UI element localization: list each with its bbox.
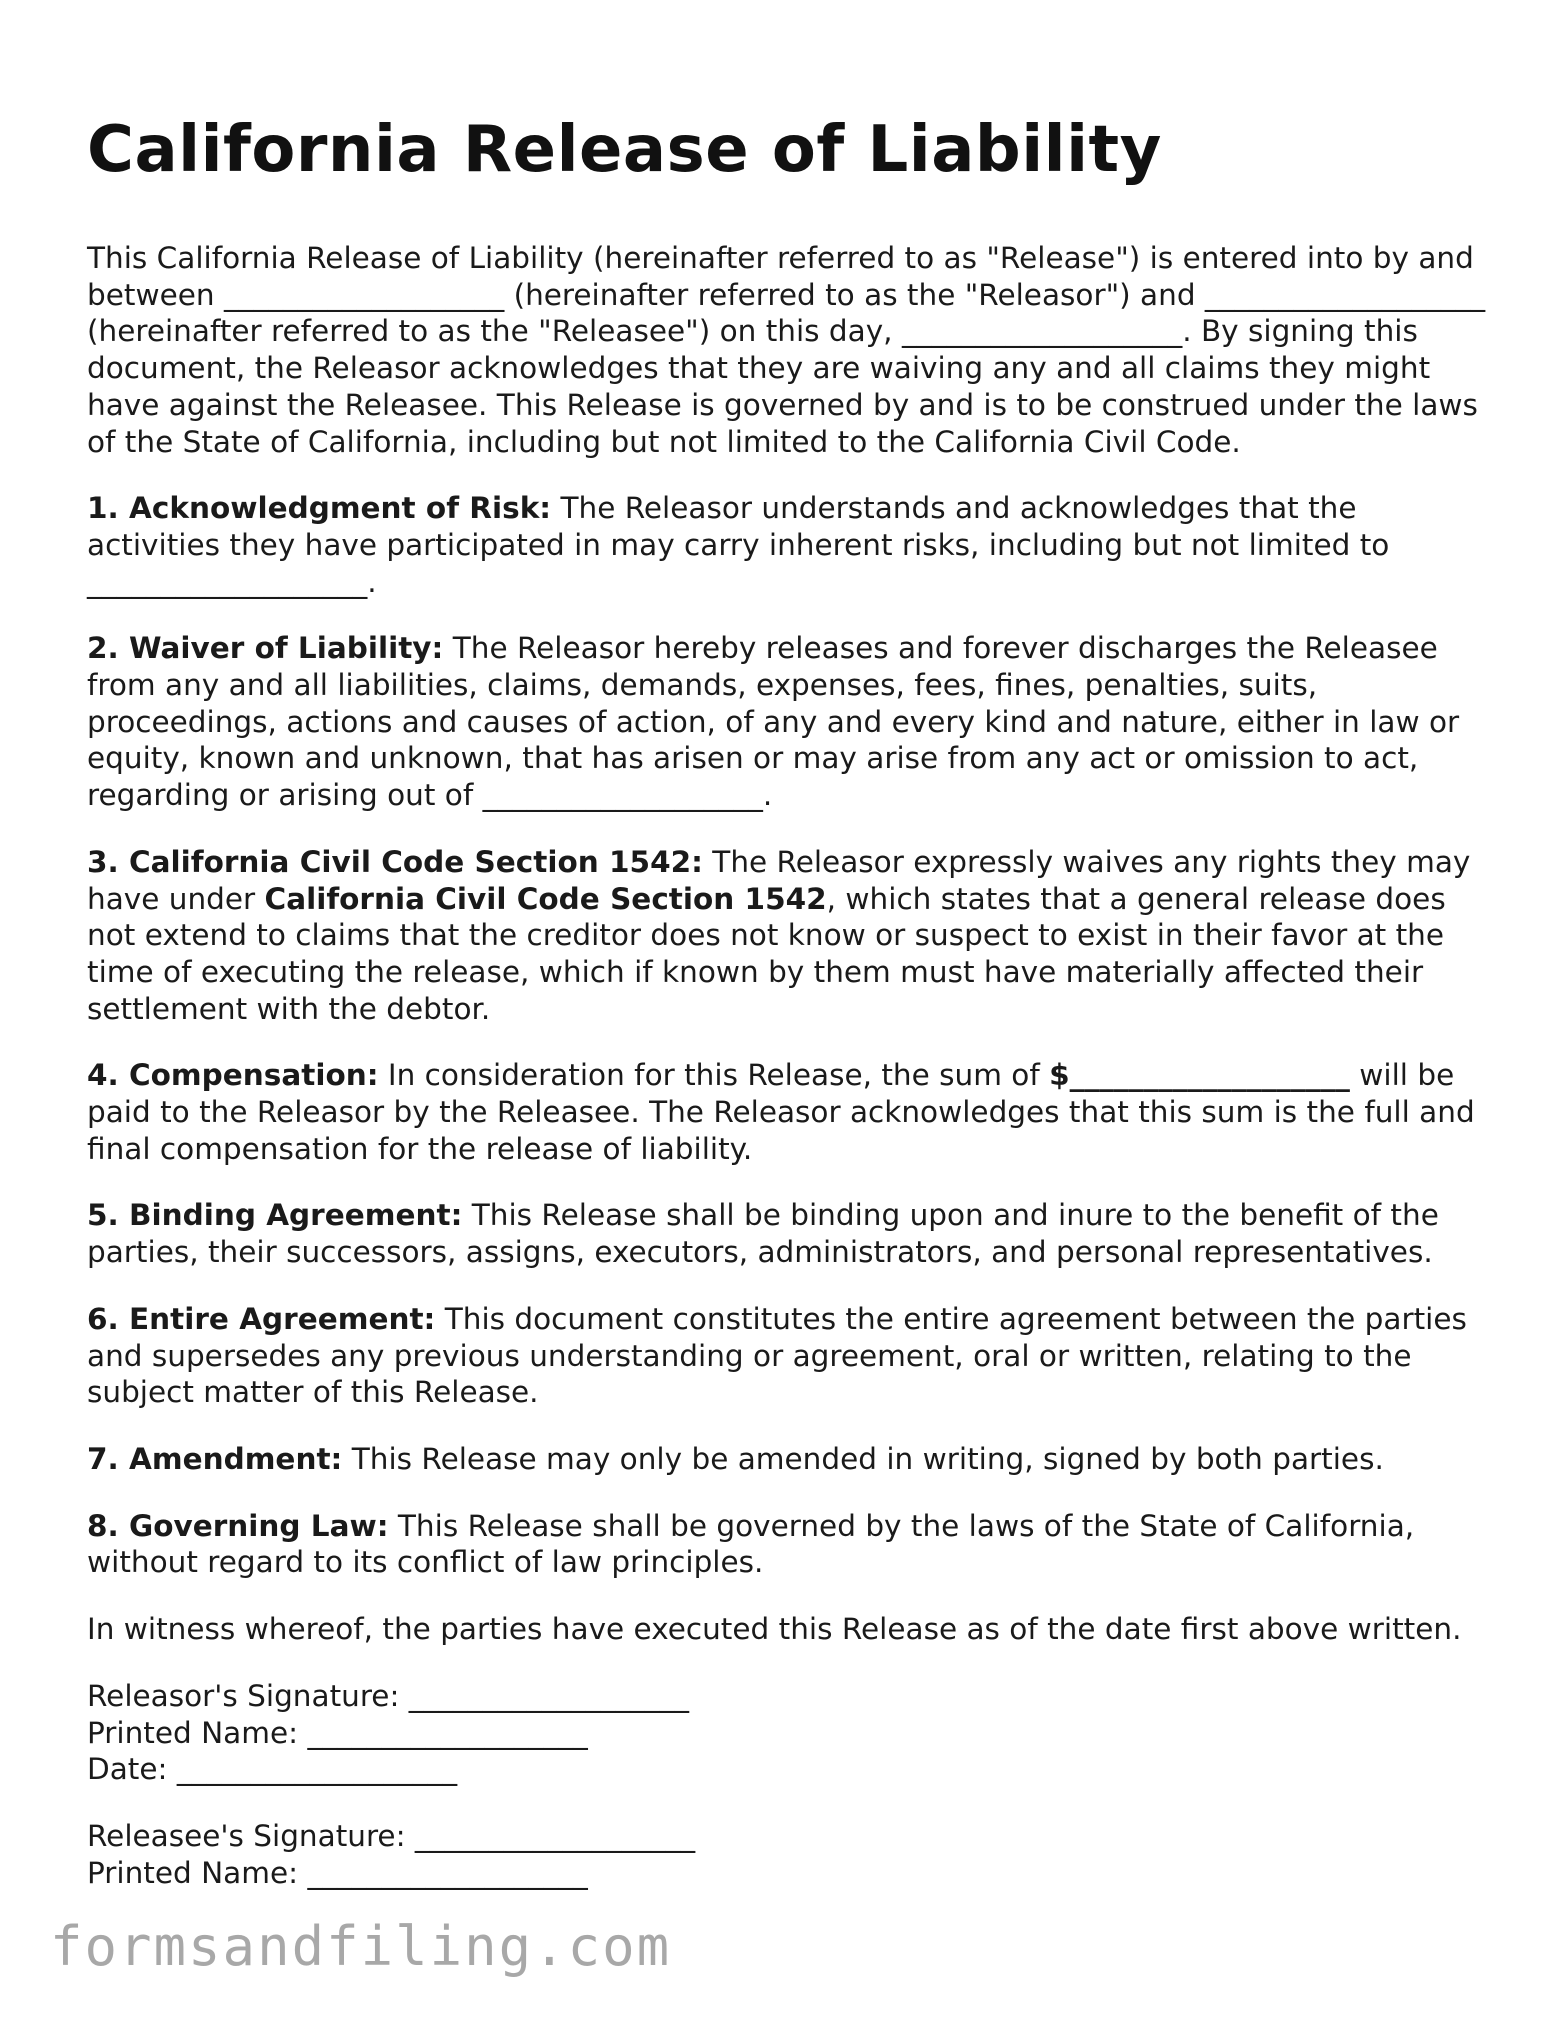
section-text: The Releasor expressly waives any rights they may have under <box>87 844 1471 916</box>
section-heading: 7. Amendment: <box>87 1441 343 1476</box>
section-text: The Releasor understands and acknowledges that the activities they have participated in may carry inherent risks, including but not limited to ___________________. <box>87 491 1390 599</box>
section-text: This Release shall be governed by the laws of the State of California, without regard to its conflict of law principles. <box>87 1508 1415 1580</box>
releasor-signature-line: Releasor's Signature: ___________________ <box>87 1678 690 1713</box>
compensation-amount-blank: $___________________ <box>1049 1058 1350 1093</box>
section-5 <box>87 1197 1489 1270</box>
section-6 <box>87 1301 1489 1411</box>
document-page <box>87 105 1489 1921</box>
section-text: , which states that a general release does not extend to claims that the creditor does not know or suspect to exist in their favor at the time of executing the release, which if known by them must have materially affected their settlement with the debtor. <box>87 881 1446 1026</box>
closing-paragraph: In witness whereof, the parties have executed this Release as of the date first above written. <box>87 1612 1462 1647</box>
section-heading: 1. Acknowledgment of Risk: <box>87 491 552 526</box>
releasee-signature-line: Releasee's Signature: ___________________ <box>87 1818 696 1853</box>
section-text: This Release may only be amended in writing, signed by both parties. <box>342 1441 1384 1476</box>
section-text: This document constitutes the entire agreement between the parties and supersedes any previous understanding or agreement, oral or written, relating to the subject matter of this Release. <box>87 1301 1467 1410</box>
releasor-signature-block <box>87 1678 1489 1788</box>
section-1 <box>87 490 1489 600</box>
civil-code-reference: California Civil Code Section 1542 <box>264 881 827 916</box>
document-title: California Release of Liability <box>87 113 1162 187</box>
section-heading: 2. Waiver of Liability: <box>87 631 444 666</box>
section-heading: 6. Entire Agreement: <box>87 1301 436 1336</box>
intro-paragraph: This California Release of Liability (hereinafter referred to as "Release") is entered into by and between ___________________ (hereinafter referred to as the "Releasor") and ___________________ (hereinafter referred to as the "Releasee") on this day, ___________________. By signing this document, the Releasor acknowledges that they are waiving any and all claims they might have against the Releasee. This Release is governed by and is to be construed under the laws of the State of California, including but not limited to the California Civil Code. <box>87 241 1486 459</box>
section-heading: 3. California Civil Code Section 1542: <box>87 844 703 879</box>
section-text: In consideration for this Release, the sum of <box>378 1058 1050 1093</box>
watermark: formsandfiling.com <box>50 1915 672 1978</box>
section-heading: 8. Governing Law: <box>87 1508 389 1543</box>
releasor-printed-name-line: Printed Name: ___________________ <box>87 1715 588 1750</box>
section-text: The Releasor hereby releases and forever discharges the Releasee from any and all liabilities, claims, demands, expenses, fees, fines, penalties, suits, proceedings, actions and causes of action, of any and every kind and nature, either in law or equity, known and unknown, that has arisen or may arise from any act or omission to act, regarding or arising out of ___________________. <box>87 631 1460 813</box>
section-heading: 5. Binding Agreement: <box>87 1198 463 1233</box>
releasee-printed-name-line: Printed Name: ___________________ <box>87 1855 588 1890</box>
releasor-date-line: Date: ___________________ <box>87 1752 458 1787</box>
releasee-signature-block <box>87 1818 1489 1891</box>
section-8 <box>87 1508 1489 1581</box>
section-7 <box>87 1441 1489 1478</box>
section-2 <box>87 630 1489 814</box>
section-text: will be paid to the Releasor by the Releasee. The Releasor acknowledges that this sum is the full and final compensation for the release of liability. <box>87 1058 1475 1166</box>
section-text: This Release shall be binding upon and inure to the benefit of the parties, their successors, assigns, executors, administrators, and personal representatives. <box>87 1198 1439 1270</box>
section-3 <box>87 844 1489 1028</box>
section-heading: 4. Compensation: <box>87 1058 379 1093</box>
section-4 <box>87 1057 1489 1167</box>
